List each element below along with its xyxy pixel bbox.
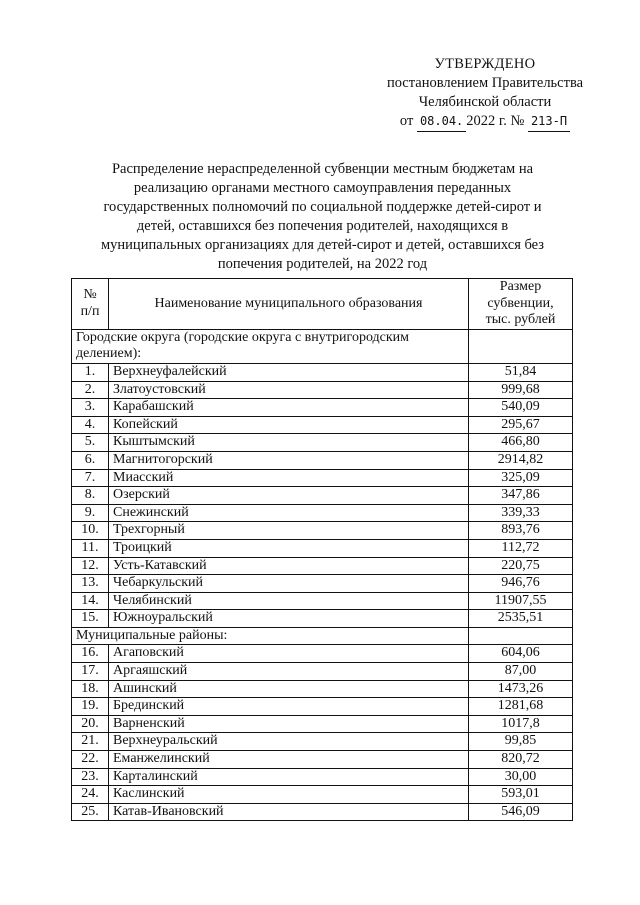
table-row — [72, 803, 573, 821]
row-municipality: Еманжелинский — [109, 751, 469, 769]
table-row — [72, 522, 573, 540]
row-amount: 1473,26 — [469, 680, 573, 698]
table-row — [72, 610, 573, 628]
section-label-line: делением): — [76, 346, 142, 362]
row-amount: 1017,8 — [469, 715, 573, 733]
row-amount: 946,76 — [469, 575, 573, 593]
heading-line: Распределение нераспределенной субвенции местным бюджетам на — [111, 161, 534, 177]
heading-line: попечения родителей, на 2022 год — [217, 256, 428, 272]
table-row — [72, 680, 573, 698]
table-row — [72, 434, 573, 452]
row-number: 20. — [72, 715, 109, 733]
table-row — [72, 557, 573, 575]
row-amount: 604,06 — [469, 645, 573, 663]
row-municipality: Озерский — [109, 487, 469, 505]
heading-line: государственных полномочий по социальной поддержке детей-сирот и — [103, 199, 542, 215]
table-row — [72, 575, 573, 593]
table-row — [72, 416, 573, 434]
row-municipality: Усть-Катавский — [109, 557, 469, 575]
row-municipality: Магнитогорский — [109, 451, 469, 469]
row-number: 24. — [72, 786, 109, 804]
table-row — [72, 715, 573, 733]
row-number: 10. — [72, 522, 109, 540]
section-empty-cell — [469, 627, 573, 645]
approval-title: УТВЕРЖДЕНО — [434, 56, 536, 72]
table-row — [72, 733, 573, 751]
row-number: 1. — [72, 363, 109, 381]
table-row — [72, 363, 573, 381]
row-number: 16. — [72, 645, 109, 663]
row-number: 11. — [72, 539, 109, 557]
row-amount: 2535,51 — [469, 610, 573, 628]
row-number: 7. — [72, 469, 109, 487]
header-name: Наименование муниципального образования — [109, 279, 469, 330]
section-row-municipal-districts — [72, 627, 573, 645]
row-number: 19. — [72, 698, 109, 716]
row-amount: 1281,68 — [469, 698, 573, 716]
section-empty-cell — [469, 329, 573, 363]
header-amount-line: тыс. рублей — [485, 312, 556, 328]
row-amount: 51,84 — [469, 363, 573, 381]
table-row — [72, 487, 573, 505]
row-amount: 593,01 — [469, 786, 573, 804]
row-municipality: Снежинский — [109, 504, 469, 522]
row-amount: 295,67 — [469, 416, 573, 434]
row-amount: 540,09 — [469, 399, 573, 417]
row-amount: 466,80 — [469, 434, 573, 452]
row-municipality: Копейский — [109, 416, 469, 434]
header-number-sign: № — [83, 287, 97, 303]
row-amount: 112,72 — [469, 539, 573, 557]
section-label — [72, 329, 469, 363]
approval-date-line — [360, 112, 610, 132]
heading-line: реализацию органами местного самоуправления переданных — [133, 180, 512, 196]
table-row — [72, 698, 573, 716]
table-row — [72, 786, 573, 804]
header-amount-line: Размер — [499, 279, 542, 294]
row-amount: 30,00 — [469, 768, 573, 786]
row-number: 13. — [72, 575, 109, 593]
row-amount: 2914,82 — [469, 451, 573, 469]
row-amount: 347,86 — [469, 487, 573, 505]
row-number: 3. — [72, 399, 109, 417]
header-number — [72, 279, 109, 330]
row-municipality: Миасский — [109, 469, 469, 487]
row-amount: 820,72 — [469, 751, 573, 769]
row-number: 5. — [72, 434, 109, 452]
row-municipality: Чебаркульский — [109, 575, 469, 593]
row-amount: 893,76 — [469, 522, 573, 540]
row-municipality: Трехгорный — [109, 522, 469, 540]
table-row — [72, 663, 573, 681]
approval-line-region: Челябинской области — [418, 94, 552, 110]
table-header-row — [72, 279, 573, 330]
row-number: 21. — [72, 733, 109, 751]
row-municipality: Карталинский — [109, 768, 469, 786]
row-municipality: Агаповский — [109, 645, 469, 663]
approval-number: 213-П — [528, 112, 570, 132]
heading-line: муниципальных организациях для детей-сирот и детей, оставшихся без — [100, 237, 545, 253]
row-municipality: Карабашский — [109, 399, 469, 417]
row-number: 4. — [72, 416, 109, 434]
row-municipality: Верхнеуфалейский — [109, 363, 469, 381]
row-number: 12. — [72, 557, 109, 575]
row-number: 23. — [72, 768, 109, 786]
row-municipality: Варненский — [109, 715, 469, 733]
row-municipality: Златоустовский — [109, 381, 469, 399]
section-label: Муниципальные районы: — [72, 627, 469, 645]
subsidy-table — [71, 278, 573, 821]
table-row — [72, 504, 573, 522]
header-amount-line: субвенции, — [487, 295, 554, 311]
section-row-city-districts — [72, 329, 573, 363]
row-number: 8. — [72, 487, 109, 505]
heading-line: детей, оставшихся без попечения родителей, находящихся в — [136, 218, 509, 234]
table-row — [72, 399, 573, 417]
header-amount — [469, 279, 573, 330]
table-row — [72, 381, 573, 399]
header-number-pp: п/п — [80, 303, 100, 319]
row-municipality: Верхнеуральский — [109, 733, 469, 751]
approval-block — [360, 55, 610, 132]
row-amount: 99,85 — [469, 733, 573, 751]
row-number: 17. — [72, 663, 109, 681]
row-municipality: Кыштымский — [109, 434, 469, 452]
section-label-line: Городские округа (городские округа с внутригородским — [76, 329, 410, 345]
row-municipality: Южноуральский — [109, 610, 469, 628]
row-amount: 87,00 — [469, 663, 573, 681]
date-prefix: от — [399, 113, 414, 129]
row-municipality: Каслинский — [109, 786, 469, 804]
approval-date: 08.04. — [417, 112, 466, 132]
table-row — [72, 469, 573, 487]
row-number: 18. — [72, 680, 109, 698]
table-row — [72, 645, 573, 663]
row-number: 15. — [72, 610, 109, 628]
row-amount: 11907,55 — [469, 592, 573, 610]
row-number: 22. — [72, 751, 109, 769]
table-row — [72, 751, 573, 769]
approval-year: 2022 г. № — [466, 113, 525, 129]
row-amount: 220,75 — [469, 557, 573, 575]
row-amount: 339,33 — [469, 504, 573, 522]
approval-line-decree: постановлением Правительства — [386, 75, 584, 91]
table-row — [72, 451, 573, 469]
row-amount: 999,68 — [469, 381, 573, 399]
row-municipality: Катав-Ивановский — [109, 803, 469, 821]
row-number: 25. — [72, 803, 109, 821]
row-amount: 325,09 — [469, 469, 573, 487]
row-number: 9. — [72, 504, 109, 522]
table-row — [72, 539, 573, 557]
row-municipality: Ашинский — [109, 680, 469, 698]
row-municipality: Аргаяшский — [109, 663, 469, 681]
row-number: 2. — [72, 381, 109, 399]
row-amount: 546,09 — [469, 803, 573, 821]
table-row — [72, 768, 573, 786]
row-municipality: Троицкий — [109, 539, 469, 557]
row-number: 6. — [72, 451, 109, 469]
row-number: 14. — [72, 592, 109, 610]
document-heading — [95, 160, 550, 274]
row-municipality: Брединский — [109, 698, 469, 716]
table-row — [72, 592, 573, 610]
row-municipality: Челябинский — [109, 592, 469, 610]
